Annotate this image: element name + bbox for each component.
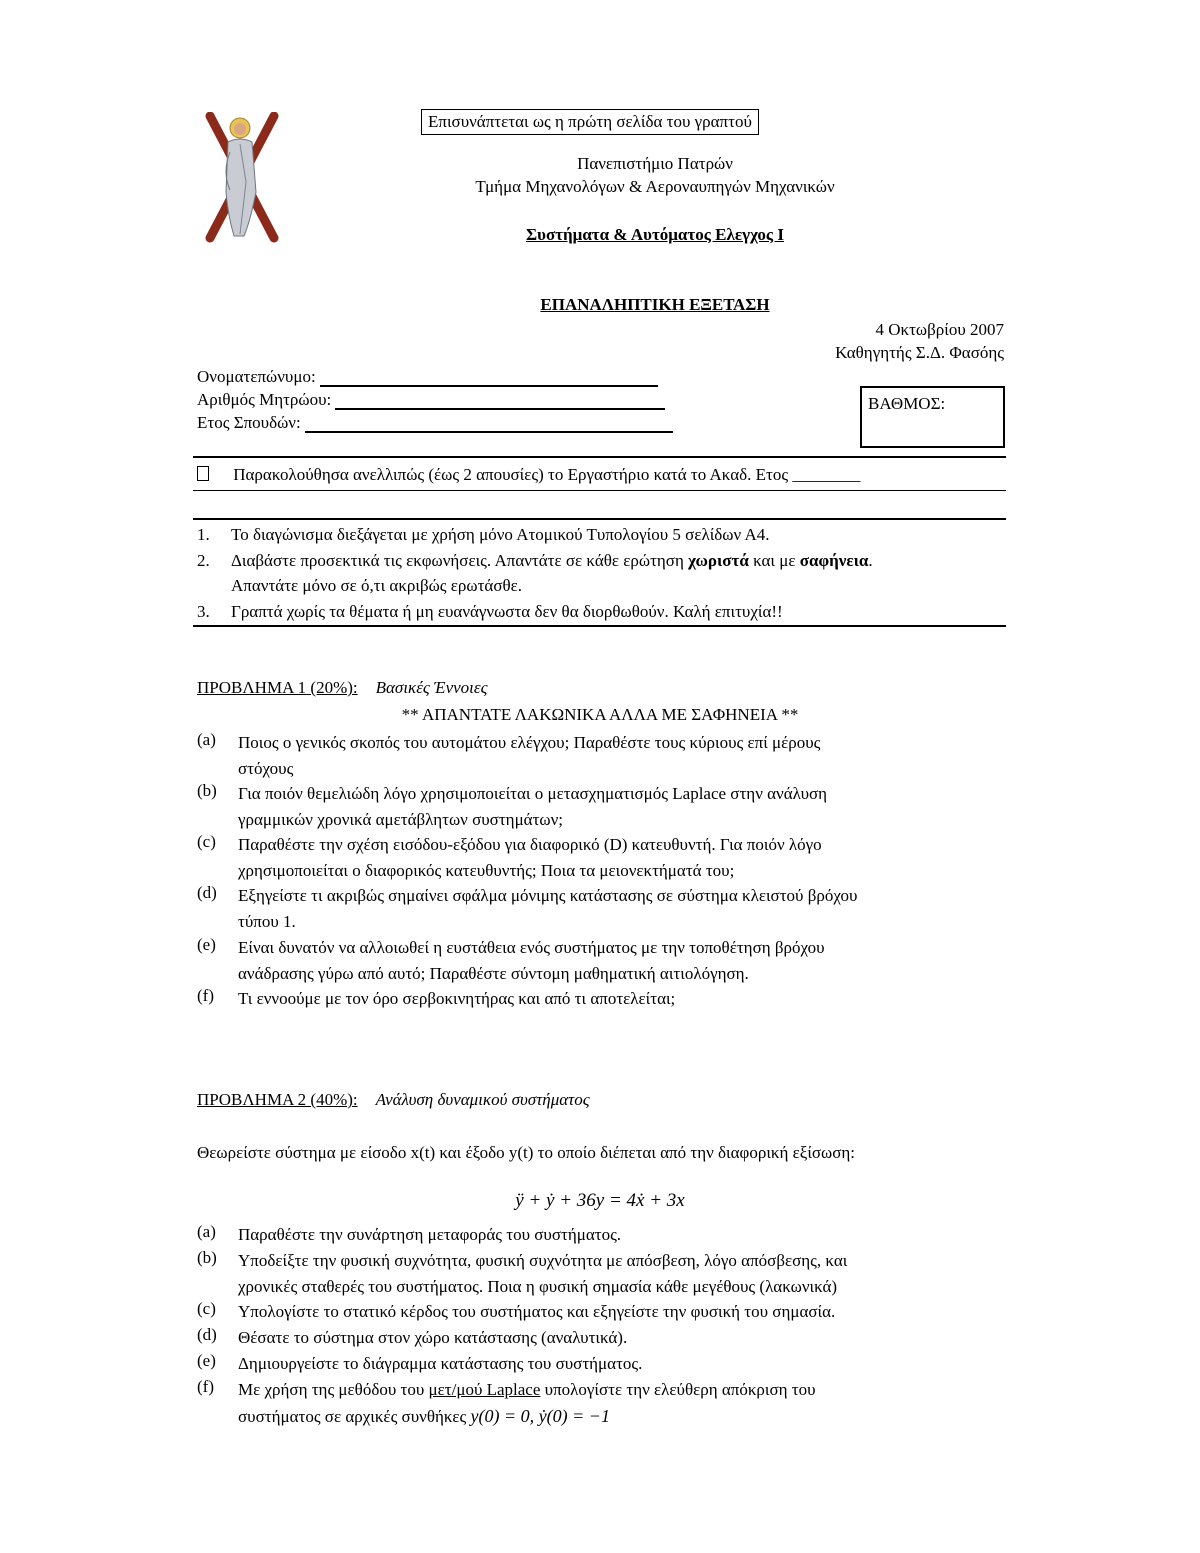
instruction-2-cont: Απαντάτε μόνο σε ό,τι ακριβώς ερωτάσθε. <box>231 576 523 595</box>
laplace-link[interactable]: μετ/μού Laplace <box>428 1380 541 1399</box>
item-text: Ποιος ο γενικός σκοπός του αυτομάτου ελέγχου; Παραθέστε τους κύριους επί μέρους <box>238 733 821 752</box>
divider <box>193 625 1006 627</box>
item-text: χρονικές σταθερές του συστήματος. Ποια η φυσική σημασία κάθε μεγέθους (λακωνικά) <box>238 1277 838 1296</box>
item-text: Θέσατε το σύστημα στον χώρο κατάστασης (αναλυτικά). <box>238 1328 628 1347</box>
item-label: (c) <box>197 1299 216 1318</box>
course-title: Συστήματα & Αυτόματος Ελεγχος Ι <box>526 225 784 244</box>
instruction-number: 1. <box>197 525 210 544</box>
divider <box>193 456 1006 458</box>
problem1-title: ΠΡΟΒΛΗΜΑ 1 (20%): <box>197 678 358 697</box>
year-line[interactable] <box>305 415 673 433</box>
item-label: (e) <box>197 1351 216 1370</box>
initial-conditions: y(0) = 0, ẏ(0) = −1 <box>470 1406 610 1426</box>
name-field[interactable] <box>197 367 658 387</box>
item-text: τύπου 1. <box>238 912 296 931</box>
item-text: Με χρήση της μεθόδου του <box>238 1380 429 1399</box>
registration-label: Αριθμός Μητρώου: <box>197 390 332 409</box>
item-text: χρησιμοποιείται ο διαφορικός κατευθυντής; Ποια τα μειονεκτήματά του; <box>238 861 735 880</box>
name-label: Ονοματεπώνυμο: <box>197 367 316 386</box>
instruction-number: 2. <box>197 551 210 570</box>
item-text: Δημιουργείστε το διάγραμμα κατάστασης του συστήματος. <box>238 1354 643 1373</box>
attendance-text: Παρακολούθησα ανελλιπώς (έως 2 απουσίες) το Εργαστήριο κατά το Ακαδ. Ετος ________ <box>233 465 861 484</box>
item-text: Εξηγείστε τι ακριβώς σημαίνει σφάλμα μόνιμης κατάστασης σε σύστημα κλειστού βρόχου <box>238 886 858 905</box>
problem2-intro: Θεωρείστε σύστημα με είσοδο x(t) και έξοδο y(t) το οποίο διέπεται από την διαφορική εξίσωση: <box>197 1143 856 1162</box>
item-label: (d) <box>197 883 217 902</box>
item-text: Υποδείξτε την φυσική συχνότητα, φυσική συχνότητα με απόσβεση, λόγο απόσβεσης, και <box>238 1251 848 1270</box>
item-text: συστήματος σε αρχικές συνθήκες <box>238 1407 471 1426</box>
instruction-text: Γραπτά χωρίς τα θέματα ή μη ευανάγνωστα δεν θα διορθωθούν. Καλή επιτυχία!! <box>231 602 783 621</box>
divider <box>193 518 1006 520</box>
attach-note: Επισυνάπτεται ως η πρώτη σελίδα του γραπτού <box>428 112 752 131</box>
professor-name: Καθηγητής Σ.Δ. Φασόης <box>835 343 1004 362</box>
item-label: (f) <box>197 986 214 1005</box>
item-label: (b) <box>197 781 217 800</box>
instruction-text: και με <box>748 551 800 570</box>
grade-box <box>860 386 1005 448</box>
instruction-3 <box>197 602 783 622</box>
item-label: (f) <box>197 1377 214 1396</box>
item-label: (a) <box>197 730 216 749</box>
instruction-2 <box>197 551 873 571</box>
problem2-subtitle: Ανάλυση δυναμικού συστήματος <box>375 1090 590 1109</box>
problem1-note: ** ΑΠΑΝΤΑΤΕ ΛΑΚΩΝΙΚΑ ΑΛΛΑ ΜΕ ΣΑΦΗΝΕΙΑ ** <box>401 705 799 724</box>
instruction-text: Το διαγώνισμα διεξάγεται με χρήση μόνο Ατομικού Τυπολογίου 5 σελίδων Α4. <box>231 525 770 544</box>
instruction-1 <box>197 525 770 545</box>
attendance-checkbox[interactable] <box>197 466 209 481</box>
name-line[interactable] <box>320 369 658 387</box>
item-text: υπολογίστε την ελεύθερη απόκριση του <box>540 1380 816 1399</box>
item-label: (c) <box>197 832 216 851</box>
attach-note-box <box>421 109 759 135</box>
item-label: (e) <box>197 935 216 954</box>
item-text: Τι εννοούμε με τον όρο σερβοκινητήρας και από τι αποτελείται; <box>238 989 676 1008</box>
item-text: γραμμικών χρονικά αμετάβλητων συστημάτων; <box>238 810 564 829</box>
university-name: Πανεπιστήμιο Πατρών <box>577 154 733 173</box>
item-label: (b) <box>197 1248 217 1267</box>
item-label: (a) <box>197 1222 216 1241</box>
differential-equation: ÿ + ẏ + 36y = 4ẋ + 3x <box>515 1190 685 1211</box>
divider <box>193 490 1006 491</box>
exam-title: ΕΠΑΝΑΛΗΠΤΙΚΗ ΕΞΕΤΑΣΗ <box>540 295 770 314</box>
year-label: Ετος Σπουδών: <box>197 413 301 432</box>
item-text: Υπολογίστε το στατικό κέρδος του συστήματος και εξηγείστε την φυσική του σημασία. <box>238 1302 836 1321</box>
item-text: Για ποιόν θεμελιώδη λόγο χρησιμοποιείται ο μετασχηματισμός Laplace στην ανάλυση <box>238 784 828 803</box>
exam-date: 4 Οκτωβρίου 2007 <box>875 320 1004 339</box>
item-text: στόχους <box>238 759 294 778</box>
item-label: (d) <box>197 1325 217 1344</box>
instruction-text: . <box>868 551 873 570</box>
problem1-heading <box>197 678 488 698</box>
item-text: ανάδρασης γύρω από αυτό; Παραθέστε σύντομη μαθηματική αιτιολόγηση. <box>238 964 749 983</box>
item-text: Είναι δυνατόν να αλλοιωθεί η ευστάθεια ενός συστήματος με την τοποθέτηση βρόχου <box>238 938 825 957</box>
grade-label: ΒΑΘΜΟΣ: <box>868 394 946 413</box>
instruction-emphasis: χωριστά <box>688 551 749 570</box>
instruction-text: Διαβάστε προσεκτικά τις εκφωνήσεις. Απαντάτε σε κάθε ερώτηση <box>231 551 689 570</box>
instruction-emphasis: σαφήνεια <box>799 551 869 570</box>
registration-line[interactable] <box>335 392 665 410</box>
year-field[interactable] <box>197 413 673 433</box>
item-text: Παραθέστε την σχέση εισόδου-εξόδου για διαφορικό (D) κατευθυντή. Για ποιόν λόγο <box>238 835 822 854</box>
problem2-title: ΠΡΟΒΛΗΜΑ 2 (40%): <box>197 1090 358 1109</box>
problem2-heading <box>197 1090 590 1110</box>
department-name: Τμήμα Μηχανολόγων & Αεροναυπηγών Μηχανικών <box>475 177 835 196</box>
problem1-subtitle: Βασικές Έννοιες <box>375 678 488 697</box>
instruction-number: 3. <box>197 602 210 621</box>
item-text: Παραθέστε την συνάρτηση μεταφοράς του συστήματος. <box>238 1225 622 1244</box>
university-logo-icon <box>200 112 284 244</box>
registration-field[interactable] <box>197 390 665 410</box>
attendance-row <box>197 465 860 485</box>
